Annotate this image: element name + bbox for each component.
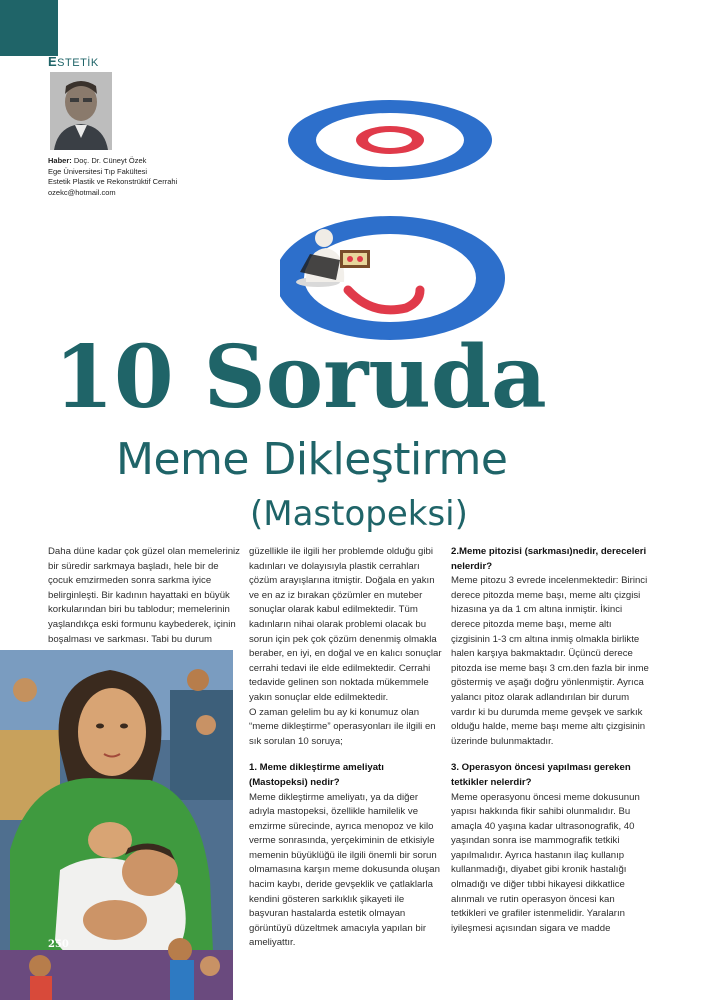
byline-label: Haber: [48,156,72,165]
answer-paragraph-1: Meme dikleştirme ameliyatı, ya da diğer adıyla mastopeksi, özellikle hamilelik ve emzirme sürecinde, ayrıca menopoz ve kilo verme sonrasında, yerçekiminin de etkisiyle memenin büyüklüğü ile ilgili önemli bir sorun olmamasına karşın meme dokusunda oluşan hacim kaybı, deride gevşeklik ve çatlaklarla kendini gösteren sarkıklık şikayeti ile başvuran hastalarda estetik olmayan görüntüyü düzeltmek amacıyla yapılan bir ameliyattır. [249,791,440,949]
intro-paragraph: Daha düne kadar çok güzel olan memeleriniz bir süredir sarkmaya başladı, hele bir de çocuk emzirmeden sonra sarkma iyice belirginleşti. Bir kadının hayattaki en büyük korkularından biri bu tablodur; memelerinin yaşlandıkça eski formunu kaybederek, içinin boşalması ve sarkması. Tabi bu durum [48,546,240,645]
byline-email: ozekc@hotmail.com [48,187,116,197]
article-title: 10 Soruda [54,327,547,428]
section-label-initial: E [48,54,58,69]
text-column-3 [451,545,651,936]
byline-affiliation-2: Estetik Plastik ve Rekonstrüktif Cerrahi [48,177,178,186]
body-paragraph: O zaman gelelim bu ay ki konumuz olan “meme dikleştirme” operasyonları ile ilgili en sık sorulan 10 soruya; [249,706,436,747]
text-column-1 [48,545,244,647]
mother-child-painting [0,650,233,1000]
section-label [48,54,99,69]
article-subtitle: Meme Dikleştirme [116,434,508,485]
article-subtitle-parenthetical: (Mastopeksi) [250,494,468,534]
body-paragraph: güzellikle ile ilgili her problemde olduğu gibi kadınları ve dolayısıyla plastik cerrahları çözüm arayışlarına itmiştir. Doğala en yakın ve en az iz bırakan çözümler en muteber sonuçlar olarak kabul edilmektedir. Tüm kadınların nihai olarak problemi olacak bu sorun için pek çok çözüm denenmiş olmakla beraber, en iyi, en doğal ve en kalıcı sonuçlar cerrahi tedavi ile elde edilmektedir. Cerrahi tedavide gelinen son noktada mükemmele yakın sonuçlar elde edilmektedir. [249,546,442,703]
page-number: 250 [48,939,69,950]
question-heading-1: 1. Meme dikleştirme ameliyatı (Mastopeksi) nedir? [249,762,384,788]
author-photo [50,72,112,150]
byline [48,156,177,198]
byline-author: Doç. Dr. Cüneyt Özek [71,156,147,165]
question-heading-2: 2.Meme pitozisi (sarkması)nedir, dereceleri nelerdir? [451,546,647,572]
byline-affiliation-1: Ege Üniversitesi Tıp Fakültesi [48,166,148,176]
answer-paragraph-3: Meme operasyonu öncesi meme dokusunun yapısı hakkında fikir sahibi olunmalıdır. Bu amaçla 40 yaşına kadar ultrasonografik, 40 yaşından sonra ise mammografik tetkiki yapılmalıdır. Ayrıca hastanın ilaç kullanıp kullanmadığı, diyabet gibi kronik hastalığı olmadığı ve diğer tıbbi hikayesi dikkatlice alınmalı ve rutin operasyon öncesi kan tetkikleri ve grafiler istenmelidir. Yaraların iyileşmesi açısından sigara ve madde [451,791,640,934]
text-column-2 [249,545,445,951]
answer-paragraph-2: Meme pitozu 3 evrede incelenmektedir: Birinci derece pitozda meme başı, meme altı çizgisi hizasına ya da 1 cm altına inmiştir. İkinci derece pitozda meme başı, meme altı çizgisinin 1-3 cm altına inmiş olmakla birlikte halen karşıya bakmaktadır. Üçüncü derece pitozda ise meme başı 3 cm.den fazla bir inme göstermiş ve aşağı doğru yönlenmiştir. Ayrıca yalancı pitoz olarak adlandırılan bir durum vardır ki bu durumda meme gevşek ve sarkık olduğu halde, meme başı meme altı çizgisinin üzerinde bulunmaktadır. [451,575,649,747]
question-heading-3: 3. Operasyon öncesi yapılması gereken tetkikler nelerdir? [451,762,631,788]
corner-accent-block [0,0,58,56]
section-label-rest: STETİK [57,57,99,69]
